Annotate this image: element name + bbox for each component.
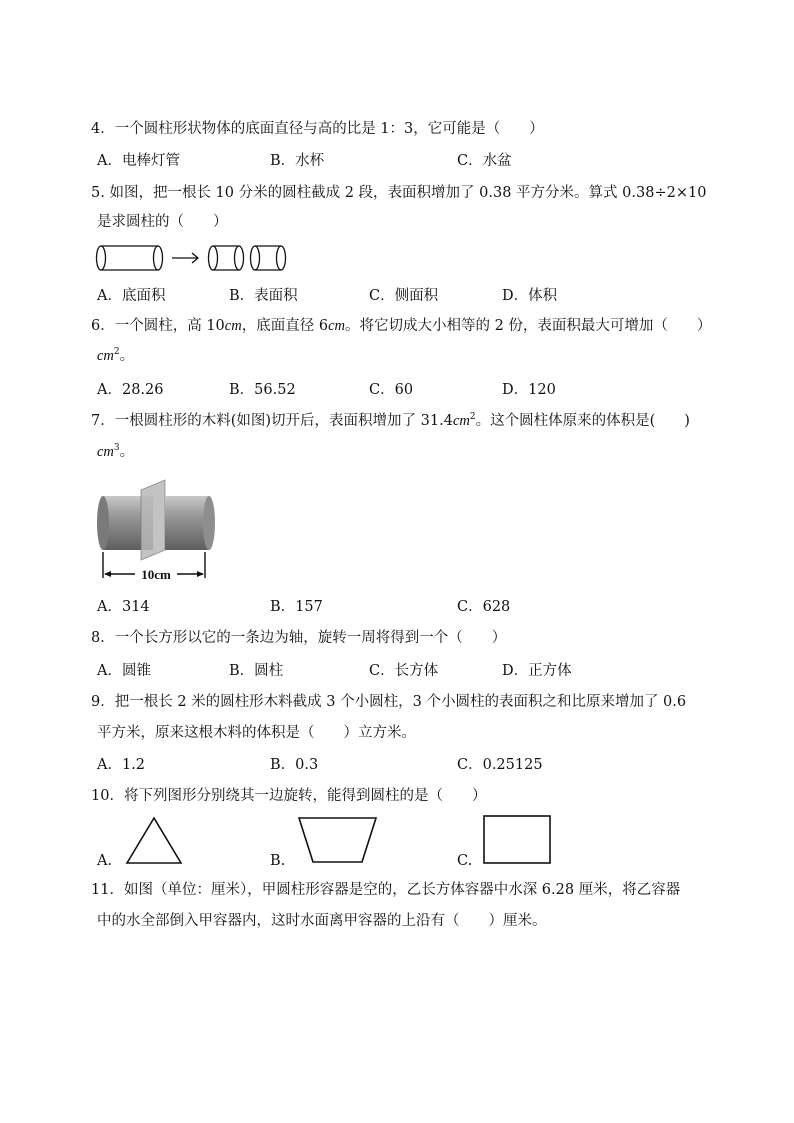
q11-stem-line2: 中的水全部倒入甲容器内，这时水面离甲容器的上沿有（ ）厘米。	[97, 913, 547, 929]
short-cylinder-2	[251, 246, 286, 270]
q9-stem-line2: 平方米，原来这根木料的体积是（ ）立方米。	[97, 725, 416, 741]
q9-option-c: C．0.25125	[457, 757, 543, 773]
q7-option-c: C．628	[457, 599, 511, 615]
q5-stem-line1: 5. 如图，把一根长 10 分米的圆柱截成 2 段，表面积增加了 0.38 平方分米。算式 0.38÷2×10	[91, 185, 707, 201]
q9-stem-line1: 9．把一根长 2 米的圆柱形木料截成 3 个小圆柱，3 个小圆柱的表面积之和比原来增加了 0.6	[91, 694, 687, 710]
q7-stem-line2: $cm^3$。	[97, 443, 135, 460]
q6-option-a: A．28.26	[97, 382, 164, 398]
q7-option-b: B．157	[270, 599, 323, 615]
q5-stem-line2: 是求圆柱的（ ）	[97, 214, 228, 230]
q5-option-b: B．表面积	[229, 288, 298, 304]
rectangle-shape	[483, 815, 553, 865]
trapezoid-shape	[298, 817, 378, 865]
q11-stem-line1: 11．如图（单位：厘米），甲圆柱形容器是空的，乙长方体容器中水深 6.28 厘米，将乙容器	[91, 882, 681, 898]
q10-option-a: A.	[97, 853, 113, 869]
q6-stem: 6．一个圆柱，高 10cm，底面直径 6cm。将它切成大小相等的 2 份，表面积最大可增加（ ）	[91, 318, 712, 334]
q4-stem: 4．一个圆柱形状物体的底面直径与高的比是 1：3，它可能是（ ）	[91, 121, 544, 137]
long-cylinder	[97, 246, 163, 270]
q10-option-c: C.	[457, 853, 473, 869]
q7-stem: 7．一根圆柱形的木料(如图)切开后，表面积增加了 $31.4cm^2$。这个圆柱体原来的体积是( )	[91, 412, 690, 429]
cutting-plane	[141, 480, 165, 560]
q6-option-b: B．56.52	[229, 382, 296, 398]
q6-stem-line2: $cm^2$。	[97, 347, 135, 364]
q8-stem: 8．一个长方形以它的一条边为轴，旋转一周将得到一个（ ）	[91, 630, 507, 646]
q6-option-d: D．120	[502, 382, 556, 398]
q4-option-c: C．水盆	[457, 153, 512, 169]
q9-option-b: B．0.3	[270, 757, 319, 773]
q8-option-d: D．正方体	[502, 663, 572, 679]
q7-figure-label: 10cm	[141, 567, 171, 582]
q7-option-a: A．314	[97, 599, 150, 615]
q4-option-a: A．电棒灯管	[97, 153, 180, 169]
q9-option-a: A．1.2	[97, 757, 146, 773]
q6-option-c: C．60	[369, 382, 414, 398]
q8-option-b: B．圆柱	[229, 663, 284, 679]
q10-option-b: B.	[270, 853, 286, 869]
short-cylinder-1	[209, 246, 244, 270]
q7-cut-cylinder-figure	[95, 478, 225, 583]
q5-cylinder-figure	[95, 242, 295, 276]
q4-option-b: B．水杯	[270, 153, 325, 169]
q10-stem: 10．将下列图形分别绕其一边旋转，能得到圆柱的是（ ）	[91, 788, 487, 804]
arrow-right-icon	[172, 253, 198, 263]
q5-option-a: A．底面积	[97, 288, 166, 304]
cylinder-right-half	[165, 496, 215, 550]
triangle-shape	[126, 817, 186, 865]
q8-option-a: A．圆锥	[97, 663, 151, 679]
q8-option-c: C．长方体	[369, 663, 439, 679]
q5-option-c: C．侧面积	[369, 288, 439, 304]
q5-option-d: D．体积	[502, 288, 558, 304]
